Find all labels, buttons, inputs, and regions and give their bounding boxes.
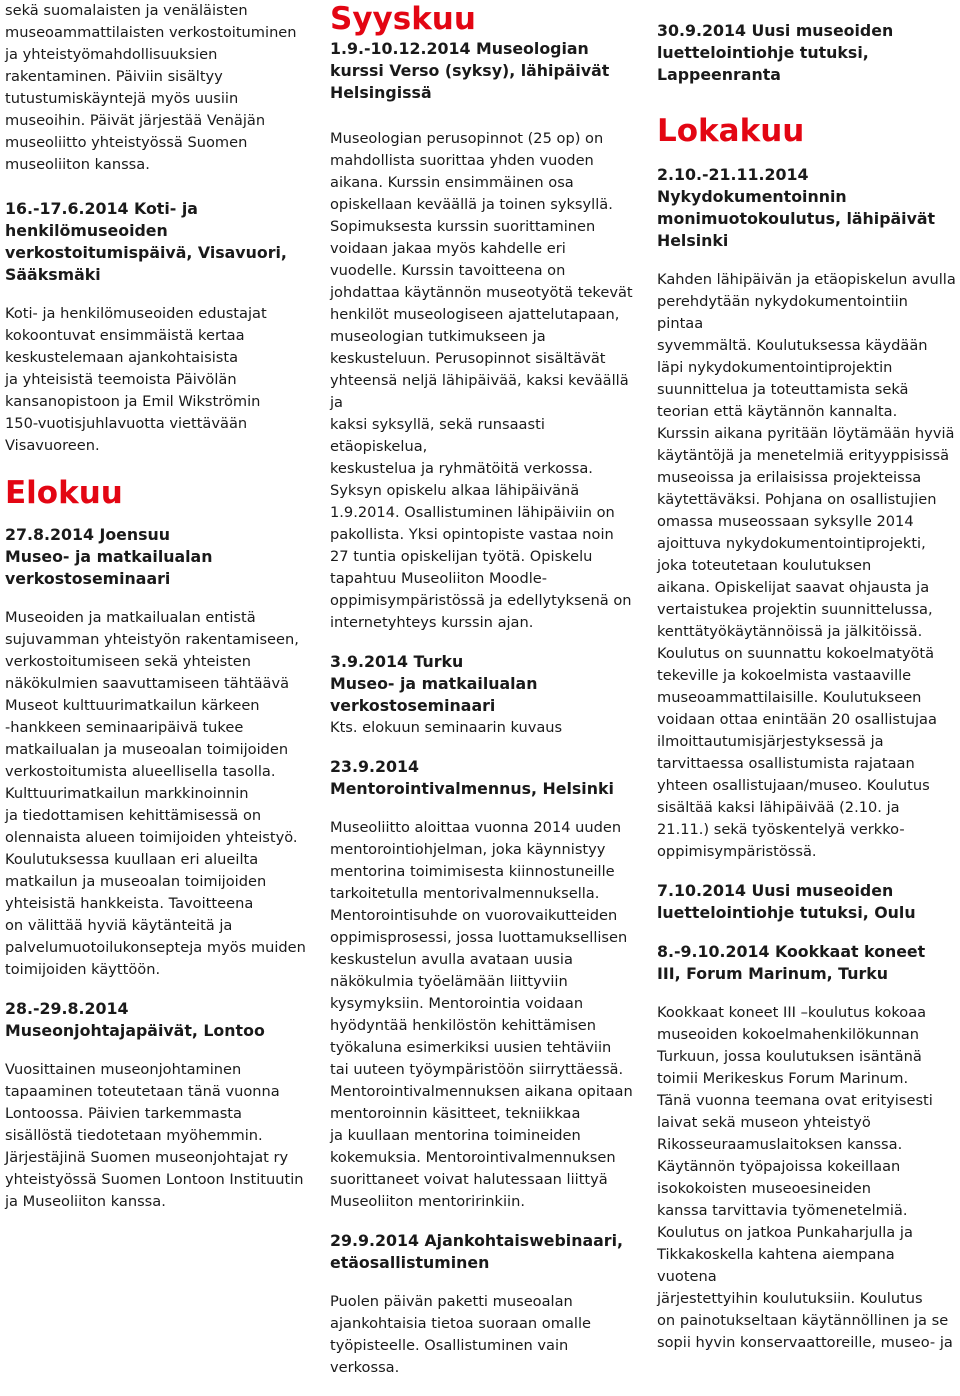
event-body-ajankohtaiswebinaari: Puolen päivän paketti museoalan ajankohtaisia tietoa suoraan omalle työpisteelle. Osallistuminen vain verkossa. (330, 1293, 591, 1376)
event-body-nykydokumentointi: Kahden lähipäivän ja etäopiskelun avulla perehdytään nykydokumentointiin pintaa syvemmältä. Koulutuksessa käydään läpi nykydokumentointiprojektin suunnittelua ja toteuttamista sekä teorian että käytännön kannalta. Kurssin aikana pyritään löytämään hyviä käytäntöjä ja menetelmiä erityyppisissä museoissa ja erilaisissa projekteissa käytettäväksi. Pohjana on osallistujien omassa museossaan syksylle 2014 ajoittuva nykydokumentointiprojekti, joka toteutetaan koulutuksen aikana. Opiskelijat saavat ohjausta ja vertaistukea projektin suunnittelussa, kenttätyökäytännöissä ja jälkitöissä. Koulutus on suunnattu kokoelmatyötä tekeville ja kokoelmista vastaaville museoammattilaisille. Koulutukseen voidaan ottaa enintään 20 osallistujaa ilmoittautumisjärjestyksessä ja tarvittaessa osallistumista rajataan yhteen osallistujaan/museo. Koulutus sisältää kaksi lähipäivää (2.10. ja 21.11.) sekä työskentelyä verkko- oppimisympäristössä. (657, 271, 956, 860)
event-title-nykydokumentointi: 2.10.-21.11.2014 Nykydokumentoinnin monimuotokoulutus, lähipäivät Helsinki (657, 165, 936, 250)
month-heading-lokakuu: Lokakuu (657, 113, 805, 149)
event-title-luettelointiohje-oulu: 7.10.2014 Uusi museoiden luettelointiohje tutuksi, Oulu (657, 881, 916, 922)
column-left (5, 0, 310, 1230)
month-heading-syyskuu: Syyskuu (330, 1, 476, 37)
event-title-joensuu-seminaari: 27.8.2014 Joensuu Museo- ja matkailualan verkostoseminaari (5, 525, 213, 588)
event-body-joensuu-seminaari: Museoiden ja matkailualan entistä sujuvamman yhteistyön rakentamiseen, verkostoitumiseen sekä yhteisten näkökulmien saavuttamiseen tähtäävä Museot kulttuurimatkailun kärkeen -hankkeen seminaaripäivä tukee matkailualan ja museoalan toimijoiden verkostoitumista alueellisella tasolla. Kulttuurimatkailun markkinoinnin ja tiedottamisen kehittämisessä on olennaista alueen toimijoiden yhteistyö. Koulutuksessa kuullaan eri alueilta matkailun ja museoalan toimijoiden yhteisistä hankkeista. Tavoitteena on välittää hyviä käytänteitä ja palvelumuotoilukonsepteja myös muiden toimijoiden käyttöön. (5, 609, 306, 978)
event-body-museonjohtajapaivat: Vuosittainen museonjohtaminen tapaaminen toteutetaan tänä vuonna Lontoossa. Päivien tarkemmasta sisällöstä tiedotetaan myöhemmin. Järjestäjinä Suomen museonjohtajat ry yhteistyössä Suomen Lontoon Instituutin ja Museoliiton kanssa. (5, 1061, 304, 1210)
event-body-mentorointivalmennus: Museoliitto aloittaa vuonna 2014 uuden mentorointiohjelman, joka käynnistyy mentorina toimimisesta kiinnostuneille tarkoitetulla mentorivalmennuksella. Mentorointisuhde on vuorovaikutteiden oppimisprosessi, jossa luottamuksellisen keskustelun avulla avataan uusia näkökulmia työelämään liittyviin kysymyksiin. Mentorointia voidaan hyödyntää henkilöstön kehittämisen työkaluna esimerkiksi uusien tehtäviin tai uuteen työympäristöön siirryttäessä. Mentorointivalmennuksen aikana opitaan mentoroinnin käsitteet, tekniikkaa ja kuullaan mentorina toimineiden kokemuksia. Mentorointivalmennuksen suorittaneet voivat halutessaan liittyä Museoliiton mentoririnkiin. (330, 819, 633, 1210)
event-body-museologian-kurssi: Museologian perusopinnot (25 op) on mahdollista suorittaa yhden vuoden aikana. Kurssin ensimmäinen osa opiskellaan keväällä ja toinen syksyllä. Sopimuksesta kurssin suorittaminen voidaan jakaa myös kahdelle eri vuodelle. Kurssin tavoitteena on johdattaa käytännön museotyötä tekevät henkilöt museologiseen ajattelutapaan, museologian tutkimukseen ja keskusteluun. Perusopinnot sisältävät yhteensä neljä lähipäivää, kaksi keväällä ja kaksi syksyllä, sekä runsaasti etäopiskelua, keskustelua ja ryhmätöitä verkossa. Syksyn opiskelu alkaa lähipäivänä 1.9.2014. Osallistuminen lähipäiviin on pakollista. Yksi opintopiste vastaa noin 27 tuntia opiskelijan työtä. Opiskelu tapahtuu Museoliiton Moodle- oppimisympäristössä ja edellytyksenä on internetyhteys kurssin ajan. (330, 130, 633, 631)
event-title-museologian-kurssi: 1.9.-10.12.2014 Museologian kurssi Verso (syksy), lähipäivät Helsingissä (330, 39, 610, 102)
event-body-kookkaat-koneet: Kookkaat koneet III –koulutus kokoaa museoiden kokoelmahenkilökunnan Turkuun, jossa koulutuksen isäntänä toimii Merikeskus Forum Marinum. Tänä vuonna teemana ovat erityisesti laivat sekä museon yhteistyö Rikosseuraamuslaitoksen kanssa. Käytännön työpajoissa kokeillaan isokokoisten museoesineiden kanssa tarvittavia työmenetelmiä. Koulutus on jatkoa Punkaharjulla ja Tikkakoskella kahtena aiempana vuotena järjestettyihin koulutuksiin. Koulutus on painotukseltaan käytännöllinen ja se sopii hyvin konservaattoreille, museo- ja (657, 1004, 953, 1351)
column-right (657, 20, 957, 1371)
column-middle (330, 0, 635, 1396)
event-note-turku-seminaari: Kts. elokuun seminaarin kuvaus (330, 719, 563, 736)
event-title-ajankohtaiswebinaari: 29.9.2014 Ajankohtaiswebinaari, etäosallistuminen (330, 1231, 623, 1272)
event-body-koti-henkilomuseot: Koti- ja henkilömuseoiden edustajat kokoontuvat ensimmäistä kertaa keskustelemaan ajankohtaisista ja yhteisistä teemoista Päivölän kansanopistoon ja Emil Wikströmin 150-vuotisjuhlavuotta viettävään Visavuoreen. (5, 305, 267, 454)
intro-continued-text: sekä suomalaisten ja venäläisten museoammattilaisten verkostoituminen ja yhteistyömahdollisuuksien rakentaminen. Päiviin sisältyy tutustumiskäyntejä myös uusiin museoihin. Päivät järjestää Venäjän museoliitto yhteistyössä Suomen museoliiton kanssa. (5, 2, 297, 173)
event-title-kookkaat-koneet: 8.-9.10.2014 Kookkaat koneet III, Forum Marinum, Turku (657, 942, 926, 983)
event-title-museonjohtajapaivat: 28.-29.8.2014 Museonjohtajapäivät, Lontoo (5, 999, 265, 1040)
event-title-turku-seminaari: 3.9.2014 Turku Museo- ja matkailualan verkostoseminaari (330, 652, 538, 715)
event-title-luettelointiohje-lappeenranta: 30.9.2014 Uusi museoiden luettelointiohje tutuksi, Lappeenranta (657, 21, 894, 84)
event-title-mentorointivalmennus: 23.9.2014 Mentorointivalmennus, Helsinki (330, 757, 614, 798)
month-heading-elokuu: Elokuu (5, 475, 123, 511)
event-title-koti-henkilomuseot: 16.-17.6.2014 Koti- ja henkilömuseoiden verkostoitumispäivä, Visavuori, Sääksmäki (5, 199, 287, 284)
